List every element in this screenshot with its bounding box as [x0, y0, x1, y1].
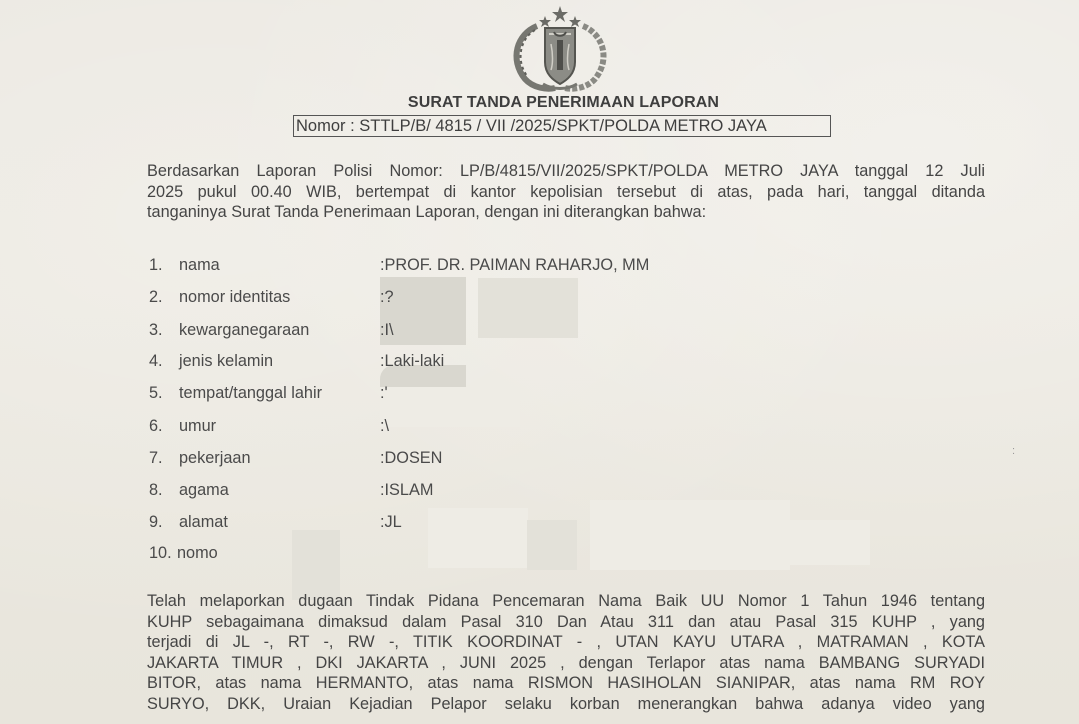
field-label: alamat: [179, 513, 228, 531]
field-value: :': [380, 384, 388, 402]
field-label: nomo: [177, 544, 218, 562]
field-number: 1.: [149, 256, 163, 274]
body-line: JAKARTA TIMUR , DKI JAKARTA , JUNI 2025 , dengan Terlapor atas nama BAMBANG SURYADI: [147, 653, 985, 672]
intro-line: Berdasarkan Laporan Polisi Nomor: LP/B/4815/VII/2025/SPKT/POLDA METRO JAYA tanggal 12 Juli: [147, 162, 985, 180]
redaction-patch: [590, 500, 790, 570]
police-emblem-icon: [507, 4, 613, 94]
field-number: 7.: [149, 449, 163, 467]
body-line: SURYO, DKK, Uraian Kejadian Pelapor selaku korban menerangkan bahwa adanya video yang: [147, 694, 985, 713]
redaction-patch: [527, 520, 577, 570]
field-value: :ISLAM: [380, 481, 434, 499]
field-value: :DOSEN: [380, 449, 443, 467]
redaction-patch: [380, 387, 520, 427]
intro-line: tanganinya Surat Tanda Penerimaan Laporan, dengan ini diterangkan bahwa:: [147, 203, 707, 221]
document-number: Nomor : STTLP/B/ 4815 / VII /2025/SPKT/POLDA METRO JAYA: [293, 115, 831, 137]
intro-paragraph: [147, 161, 985, 223]
document-title: SURAT TANDA PENERIMAAN LAPORAN: [407, 94, 720, 111]
report-body-paragraph: [147, 591, 985, 714]
field-label: pekerjaan: [179, 449, 251, 467]
field-label: kewarganegaraan: [179, 321, 310, 339]
field-number: 4.: [149, 352, 163, 370]
field-label: umur: [179, 417, 217, 435]
field-label: nomor identitas: [179, 288, 291, 306]
field-value: :PROF. DR. PAIMAN RAHARJO, MM: [380, 256, 650, 274]
field-label: agama: [179, 481, 229, 499]
field-value: :JL: [380, 513, 402, 531]
paper-speck: :: [1012, 445, 1016, 457]
field-label: tempat/tanggal lahir: [179, 384, 323, 402]
field-number: 8.: [149, 481, 163, 499]
field-number: 3.: [149, 321, 163, 339]
redaction-patch: [428, 508, 528, 568]
field-value: :\: [380, 417, 390, 435]
intro-line: 2025 pukul 00.40 WIB, bertempat di kantor kepolisian tersebut di atas, pada hari, tanggal ditanda: [147, 182, 985, 201]
field-number: 6.: [149, 417, 163, 435]
redaction-patch: [478, 278, 578, 338]
body-line: KUHP sebagaimana dimaksud dalam Pasal 310 Dan Atau 311 dan atau Pasal 315 KUHP , yang: [147, 612, 985, 631]
field-label: nama: [179, 256, 220, 274]
field-number: 5.: [149, 384, 163, 402]
field-number: 9.: [149, 513, 163, 531]
body-line: Telah melaporkan dugaan Tindak Pidana Pencemaran Nama Baik UU Nomor 1 Tahun 1946 tentang: [147, 592, 985, 610]
field-number: 10.: [149, 544, 172, 562]
redaction-patch: [780, 520, 870, 565]
field-value: :Laki-laki: [380, 352, 445, 370]
body-line: terjadi di JL -, RT -, RW -, TITIK KOORDINAT - , UTAN KAYU UTARA , MATRAMAN , KOTA: [147, 633, 985, 651]
field-value: :?: [380, 288, 394, 306]
body-line: BITOR, atas nama HERMANTO, atas nama RISMON HASIHOLAN SIANIPAR, atas nama RM ROY: [147, 674, 985, 692]
redaction-patch: [292, 530, 340, 600]
field-value: :I\: [380, 321, 394, 339]
field-number: 2.: [149, 288, 163, 306]
field-label: jenis kelamin: [179, 352, 274, 370]
